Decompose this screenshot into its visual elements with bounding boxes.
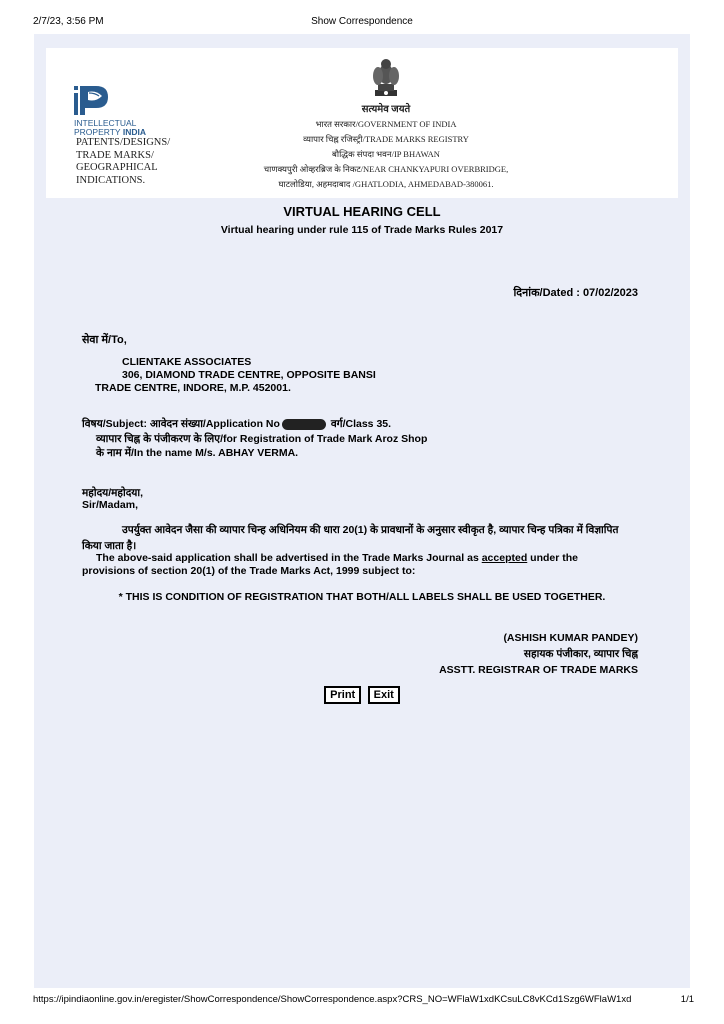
ip-line1: INTELLECTUAL [74, 118, 137, 128]
body-paragraph-english [96, 552, 578, 564]
national-motto: सत्यमेव जयते [361, 104, 411, 115]
subject-trademark-line: व्यापार चिह्न के पंजीकरण के लिए/for Registration of Trade Mark Aroz Shop [96, 433, 428, 445]
ip-india-logo-icon [74, 84, 120, 116]
gov-line: घाटलोडिया, अहमदाबाद /GHATLODIA, AHMEDABAD-380061. [278, 179, 494, 189]
signatory-name: (ASHISH KUMAR PANDEY) [503, 632, 638, 644]
document-title: VIRTUAL HEARING CELL [283, 204, 441, 219]
subject-class: वर्ग/Class 35. [327, 418, 392, 430]
body-en-part-b: under the [527, 552, 579, 564]
signatory-designation: ASSTT. REGISTRAR OF TRADE MARKS [439, 664, 638, 676]
ip-line2-b: INDIA [122, 127, 146, 137]
ip-categories [76, 137, 170, 187]
government-address-block [236, 102, 536, 192]
letterhead [46, 48, 678, 198]
gov-line: बौद्धिक संपदा भवन/IP BHAWAN [332, 149, 440, 159]
salutation-hindi: महोदय/महोदया, [82, 487, 144, 499]
recipient-heading: सेवा में/To, [82, 334, 127, 346]
browser-print-header [0, 16, 724, 30]
body-en-part-a: The above-said application shall be advertised in the Trade Marks Journal as [96, 552, 482, 564]
gov-line: चाणक्यपुरी ओव्हरब्रिज के निकट/NEAR CHANKYAPURI OVERBRIDGE, [263, 164, 509, 174]
subject-line [82, 417, 391, 431]
ip-line2-a: PROPERTY [74, 127, 123, 137]
print-page-title: Show Correspondence [311, 16, 413, 27]
exit-button[interactable]: Exit [368, 686, 400, 704]
print-datetime: 2/7/23, 3:56 PM [33, 16, 104, 27]
print-page-number: 1/1 [680, 994, 694, 1005]
action-buttons [34, 685, 690, 704]
print-button[interactable]: Print [324, 686, 361, 704]
subject-prefix: विषय/Subject: आवेदन संख्या/Application No [82, 418, 280, 430]
subject-applicant-line: के नाम में/In the name M/s. ABHAY VERMA. [96, 447, 299, 459]
signatory-designation-hindi: सहायक पंजीकार, व्यापार चिह्न [523, 648, 638, 660]
gov-line: भारत सरकार/GOVERNMENT OF INDIA [315, 119, 457, 129]
print-url: https://ipindiaonline.gov.in/eregister/ShowCorrespondence/ShowCorrespondence.aspx?CRS_NO=WFlaW1xdKCsuLC8vKCd1Szg6WFlaW1xd [33, 994, 632, 1005]
accepted-word: accepted [481, 552, 528, 564]
address-line: CLIENTAKE ASSOCIATES [122, 356, 252, 368]
date-line: दिनांक/Dated : 07/02/2023 [513, 287, 638, 299]
category-line: GEOGRAPHICAL [76, 162, 158, 173]
salutation-english: Sir/Madam, [82, 499, 139, 511]
address-line: 306, DIAMOND TRADE CENTRE, OPPOSITE BANSI [122, 369, 376, 381]
document-subtitle: Virtual hearing under rule 115 of Trade Marks Rules 2017 [220, 224, 504, 236]
ip-india-wordmark [74, 119, 146, 137]
body-paragraph-hindi: उपर्युक्त आवेदन जैसा की व्यापार चिन्ह अधिनियम की धारा 20(1) के प्रावधानों के अनुसार स्वीकृत है, व्यापार चिन्ह पत्रिका में विज्ञापित किया जाता है। [82, 524, 619, 552]
category-line: INDICATIONS. [76, 174, 146, 186]
category-line: TRADE MARKS/ [76, 149, 154, 161]
category-line: PATENTS/DESIGNS/ [76, 137, 171, 148]
correspondence-page [34, 34, 690, 988]
registration-condition: * THIS IS CONDITION OF REGISTRATION THAT BOTH/ALL LABELS SHALL BE USED TOGETHER. [118, 591, 606, 603]
redacted-application-number [282, 419, 326, 430]
gov-line: व्यापार चिह्न रजिस्ट्री/TRADE MARKS REGISTRY [303, 134, 469, 144]
body-paragraph-english-line2: provisions of section 20(1) of the Trade Marks Act, 1999 subject to: [82, 565, 416, 577]
address-line: TRADE CENTRE, INDORE, M.P. 452001. [95, 382, 291, 394]
national-emblem-icon [366, 54, 406, 100]
